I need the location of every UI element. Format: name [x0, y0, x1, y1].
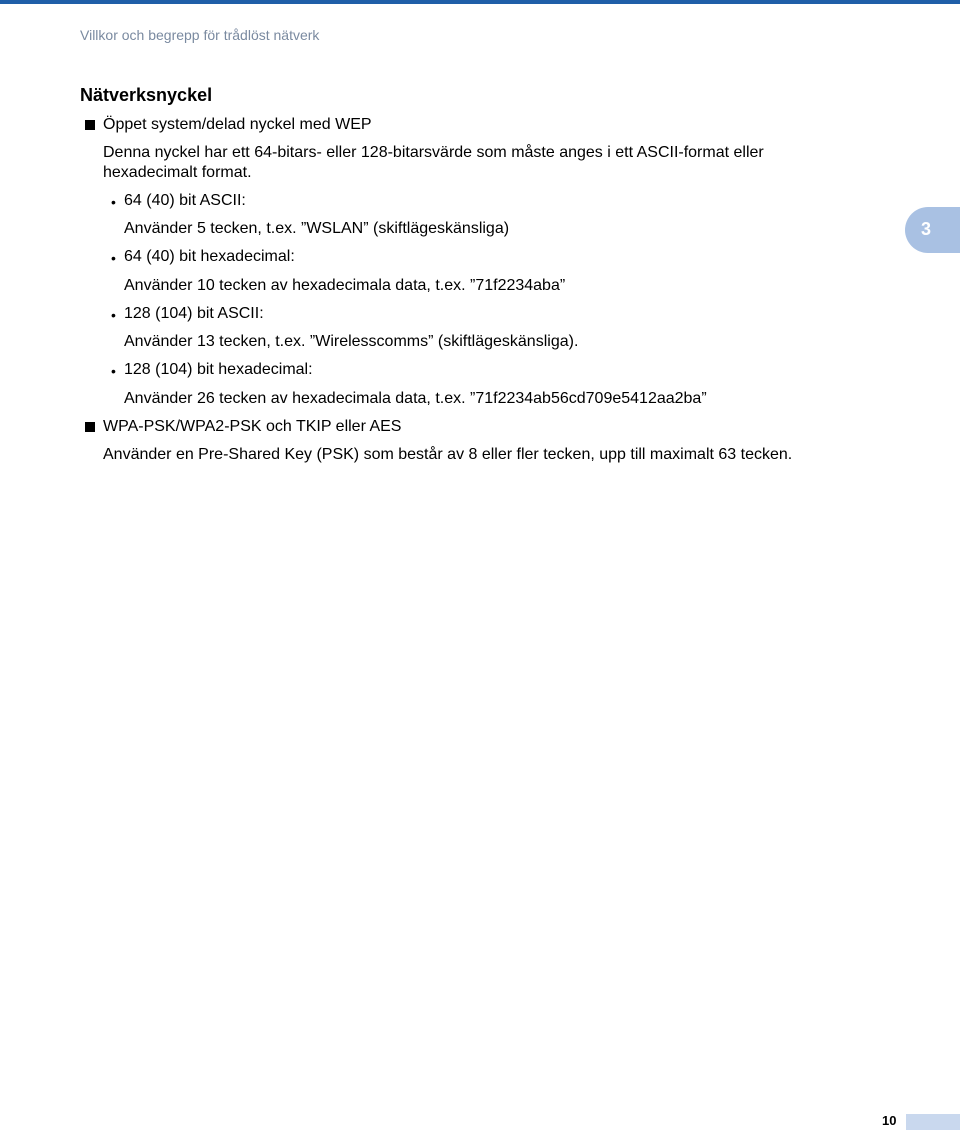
- bullet-dot-icon: •: [111, 250, 116, 266]
- sub-item-label: 64 (40) bit ASCII:: [124, 192, 246, 209]
- bullet-dot-icon: •: [111, 194, 116, 210]
- sub-item-label: 128 (104) bit ASCII:: [124, 305, 264, 322]
- page-number: 10: [882, 1113, 897, 1128]
- chapter-tab: [905, 207, 960, 253]
- section-heading: Nätverksnyckel: [80, 85, 213, 105]
- sub-item-label: 64 (40) bit hexadecimal:: [124, 248, 295, 265]
- sub-item-example: Använder 13 tecken, t.ex. ”Wirelesscomms” (skiftlägeskänsliga).: [124, 333, 579, 350]
- sub-item-example: Använder 5 tecken, t.ex. ”WSLAN” (skiftlägeskänsliga): [124, 220, 510, 237]
- top-rule: [0, 0, 960, 4]
- item-label-wep: Öppet system/delad nyckel med WEP: [103, 116, 372, 133]
- sub-item-example: Använder 10 tecken av hexadecimala data, t.ex. ”71f2234aba”: [124, 277, 566, 294]
- square-bullet-icon: [85, 120, 95, 130]
- item-description-wpa: Använder en Pre-Shared Key (PSK) som består av 8 eller fler tecken, upp till maximalt 63 tecken.: [103, 446, 793, 463]
- item-label-wpa: WPA-PSK/WPA2-PSK och TKIP eller AES: [103, 418, 402, 435]
- square-bullet-icon: [85, 422, 95, 432]
- bullet-dot-icon: •: [111, 363, 116, 379]
- item-description-wep-cont: hexadecimalt format.: [103, 164, 252, 181]
- running-header: Villkor och begrepp för trådlöst nätverk: [80, 27, 320, 43]
- bullet-dot-icon: •: [111, 307, 116, 323]
- chapter-number: 3: [921, 219, 932, 239]
- sub-item-label: 128 (104) bit hexadecimal:: [124, 361, 313, 378]
- page-number-bar: [906, 1114, 960, 1130]
- item-description-wep: Denna nyckel har ett 64-bitars- eller 128-bitarsvärde som måste anges i ett ASCII-format eller: [103, 144, 764, 161]
- sub-item-example: Använder 26 tecken av hexadecimala data, t.ex. ”71f2234ab56cd709e5412aa2ba”: [124, 390, 707, 407]
